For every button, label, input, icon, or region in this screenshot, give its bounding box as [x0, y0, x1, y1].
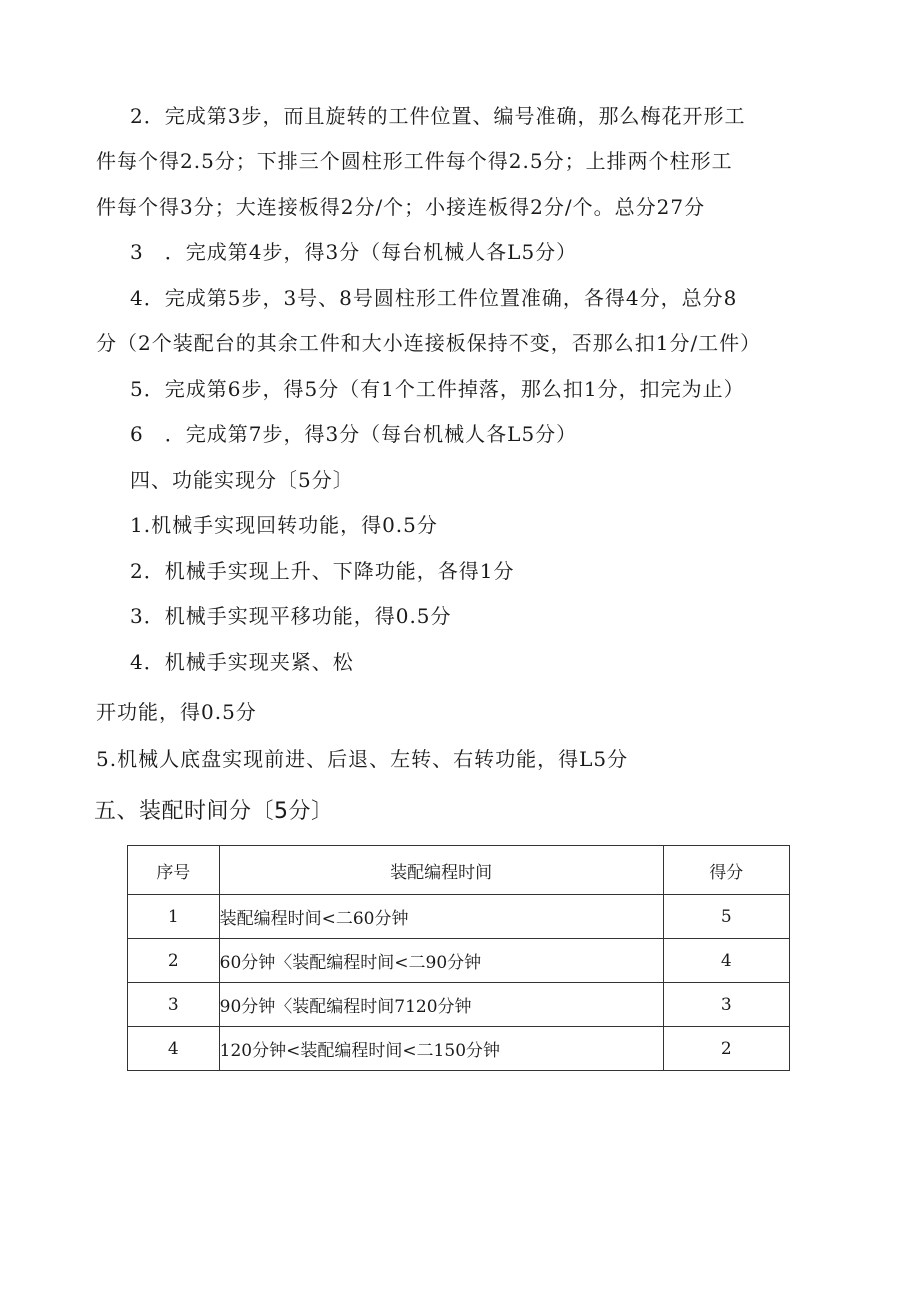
paragraph-line: 3 ．完成第4步，得3分（每台机械人各L5分） [130, 240, 578, 264]
paragraph-line: 4．机械手实现夹紧、松 [130, 650, 354, 674]
table-cell: 2 [663, 1027, 789, 1071]
table-row [128, 1027, 790, 1071]
table-cell: 60分钟〈装配编程时间<二90分钟 [219, 939, 663, 983]
table-cell: 2 [128, 939, 220, 983]
table-cell: 4 [663, 939, 789, 983]
table-header-cell: 得分 [663, 846, 789, 895]
table-header-cell: 装配编程时间 [219, 846, 663, 895]
table-cell: 1 [128, 895, 220, 939]
subsection-title: 四、功能实现分〔5分〕 [130, 468, 354, 492]
paragraph-line: 开功能，得0.5分 [96, 700, 257, 724]
section-heading: 五、装配时间分〔5分〕 [94, 799, 334, 824]
paragraph-line: 2．完成第3步，而且旋转的工件位置、编号准确，那么梅花开形工 [130, 104, 746, 128]
paragraph-line: 6 ．完成第7步，得3分（每台机械人各L5分） [130, 422, 578, 446]
paragraph-line: 5.机械人底盘实现前进、后退、左转、右转功能，得L5分 [96, 747, 629, 771]
table-header-row [128, 846, 790, 895]
paragraph-line: 3．机械手实现平移功能，得0.5分 [130, 604, 452, 628]
table-header-cell: 序号 [128, 846, 220, 895]
paragraph-line: 件每个得2.5分；下排三个圆柱形工件每个得2.5分；上排两个柱形工 [96, 149, 733, 173]
table-cell: 90分钟〈装配编程时间7120分钟 [219, 983, 663, 1027]
table-cell: 3 [128, 983, 220, 1027]
table-cell: 120分钟<装配编程时间<二150分钟 [219, 1027, 663, 1071]
score-table [127, 845, 790, 1071]
table-cell: 5 [663, 895, 789, 939]
table-row [128, 939, 790, 983]
paragraph-line: 5．完成第6步，得5分（有1个工件掉落，那么扣1分，扣完为止） [130, 377, 745, 401]
table-row [128, 895, 790, 939]
paragraph-line: 2．机械手实现上升、下降功能，各得1分 [130, 559, 515, 583]
paragraph-line: 4．完成第5步，3号、8号圆柱形工件位置准确，各得4分，总分8 [130, 286, 738, 310]
table-cell: 装配编程时间<二60分钟 [219, 895, 663, 939]
paragraph-line: 分（2个装配台的其余工件和大小连接板保持不变，否那么扣1分/工件） [96, 331, 762, 355]
table-cell: 3 [663, 983, 789, 1027]
paragraph-line: 1.机械手实现回转功能，得0.5分 [130, 513, 438, 537]
table-row [128, 983, 790, 1027]
paragraph-line: 件每个得3分；大连接板得2分/个；小接连板得2分/个。总分27分 [96, 195, 706, 219]
table-cell: 4 [128, 1027, 220, 1071]
